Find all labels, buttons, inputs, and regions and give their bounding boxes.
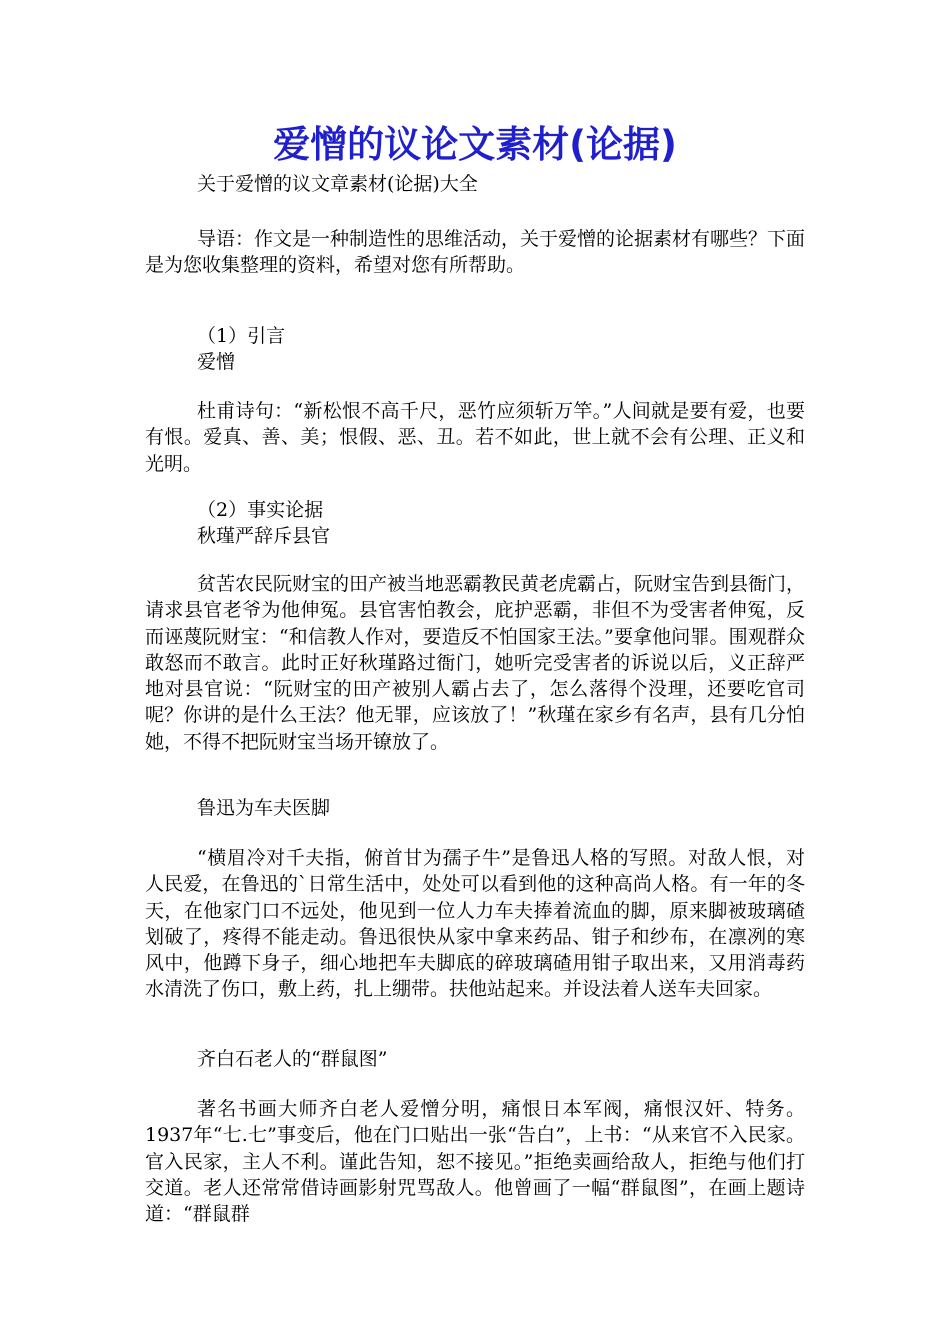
section2-heading: （2）事实论据 xyxy=(197,499,324,521)
section1-heading: （1）引言 xyxy=(197,325,286,347)
story3-title: 齐白石老人的“群鼠图” xyxy=(197,1048,388,1070)
document-title: 爱憎的议论文素材(论据) xyxy=(273,123,677,166)
story3-body-paragraph: 著名书画大师齐白老人爱憎分明，痛恨日本军阀，痛恨汉奸、特务。1937年“七.七”事变后，他在门口贴出一张“告白”，上书：“从来官不入民家。官入民家，主人不利。谨此告知，恕不接见。”拒绝卖画给敌人，拒绝与他们打交道。老人还常常借诗画影射咒骂敌人。他曾画了一幅“群鼠图”，在画上题诗道：“群鼠群 xyxy=(145,1098,805,1226)
story2-body-paragraph: “横眉冷对千夫指，俯首甘为孺子牛”是鲁迅人格的写照。对敌人恨，对人民爱，在鲁迅的`日常生活中，处处可以看到他的这种高尚人格。有一年的冬天，在他家门口不远处，他见到一位人力车夫捧着流血的脚，原来脚被玻璃碴划破了，疼得不能走动。鲁迅很快从家中拿来药品、钳子和纱布，在凛冽的寒风中，他蹲下身子，细心地把车夫脚底的碎玻璃碴用钳子取出来，又用消毒药水清洗了伤口，敷上药，扎上绷带。扶他站起来。并设法着人送车夫回家。 xyxy=(145,847,805,1001)
story1-title: 秋瑾严辞斥县官 xyxy=(197,525,331,547)
section1-topic: 爱憎 xyxy=(197,351,236,373)
document-subtitle: 关于爱憎的议文章素材(论据)大全 xyxy=(197,173,478,195)
section1-body-paragraph: 杜甫诗句：“新松恨不高千尺，恶竹应须斩万竿。”人间就是要有爱，也要有恨。爱真、善、美；恨假、恶、丑。若不如此，世上就不会有公理、正义和光明。 xyxy=(145,400,805,475)
story1-body-paragraph: 贫苦农民阮财宝的田产被当地恶霸教民黄老虎霸占，阮财宝告到县衙门，请求县官老爷为他伸冤。县官害怕教会，庇护恶霸，非但不为受害者伸冤，反而诬蔑阮财宝：“和信教人作对，要造反不怕国家王法。”要拿他问罪。围观群众敢怒而不敢言。此时正好秋瑾路过衙门，她听完受害者的诉说以后，义正辞严地对县官说：“阮财宝的田产被别人霸占去了，怎么落得个没理，还要吃官司呢？你讲的是什么王法？他无罪，应该放了！”秋瑾在家乡有名声，县有几分怕她，不得不把阮财宝当场开镣放了。 xyxy=(145,573,806,753)
intro-paragraph: 导语：作文是一种制造性的思维活动，关于爱憎的论据素材有哪些？下面是为您收集整理的资料，希望对您有所帮助。 xyxy=(145,228,806,277)
story2-title: 鲁迅为车夫医脚 xyxy=(197,797,331,819)
